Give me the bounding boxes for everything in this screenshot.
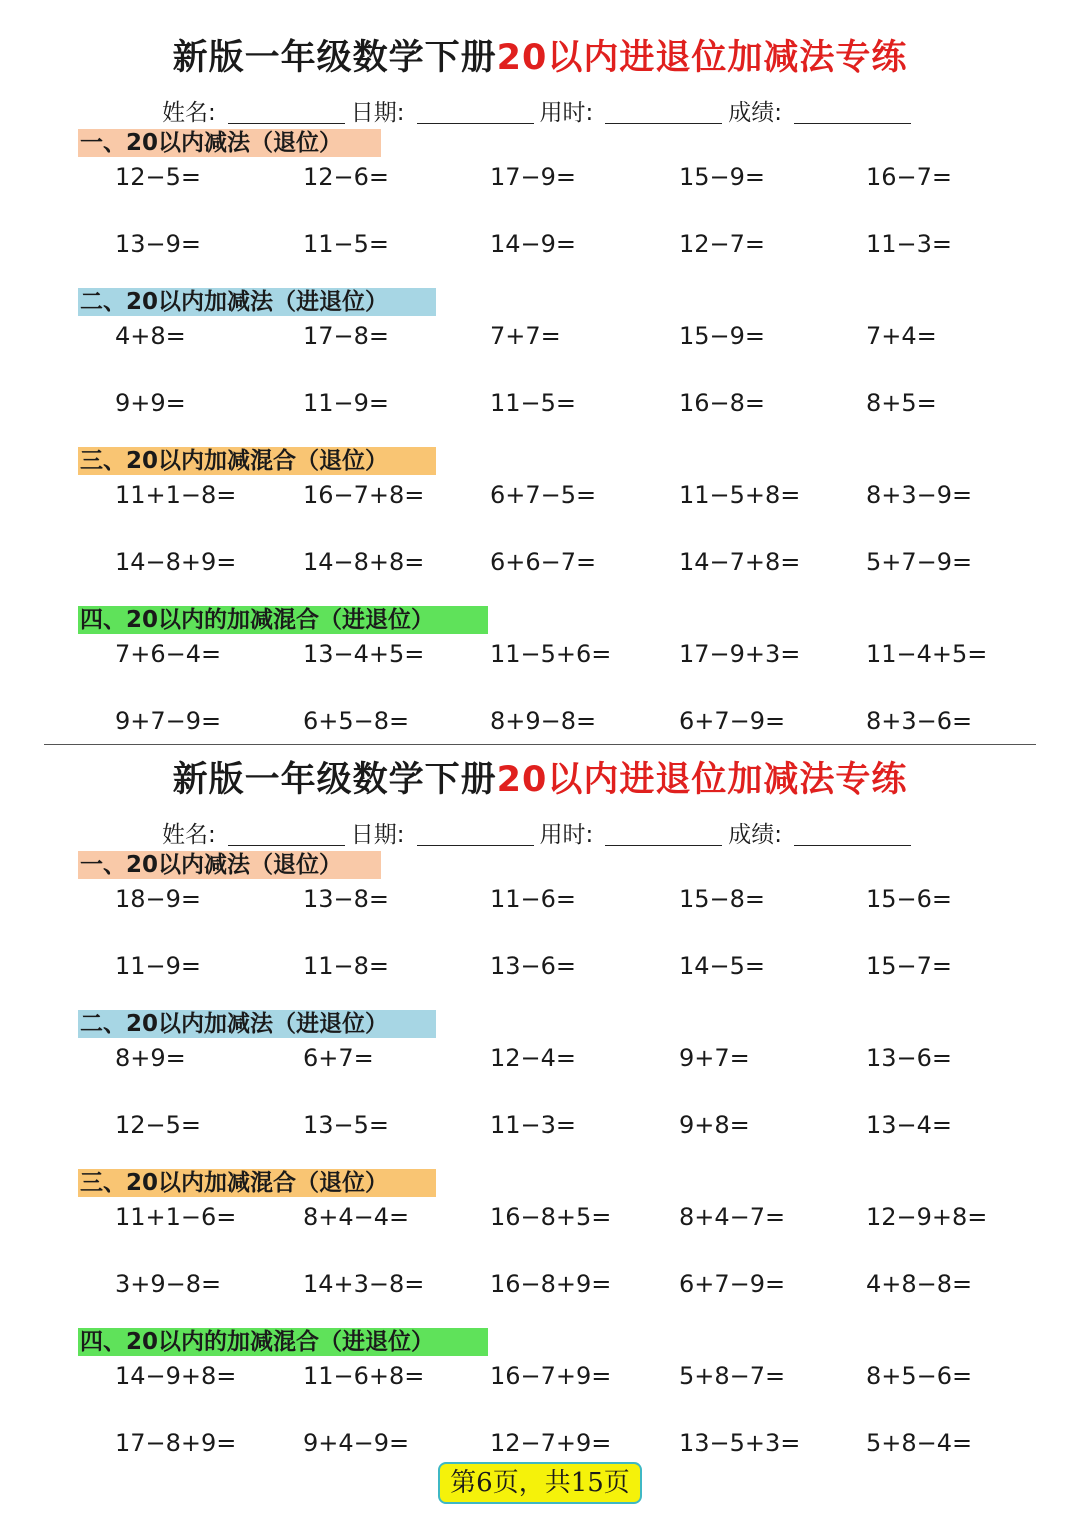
math-problem: 16−8= [679,389,766,417]
math-problem: 15−6= [866,885,953,913]
math-problem: 8+3−9= [866,481,973,509]
math-problem: 6+6−7= [490,548,597,576]
section-header: 三、20以内加减混合（退位） [78,1169,436,1197]
math-problem: 12−5= [115,1111,202,1139]
math-problem: 12−4= [490,1044,577,1072]
section-header: 四、20以内的加减混合（进退位） [78,606,488,634]
section-header: 四、20以内的加减混合（进退位） [78,1328,488,1356]
math-problem: 15−8= [679,885,766,913]
worksheet-sheet [0,722,1080,1457]
info-blank-name[interactable] [228,823,345,846]
section-header: 二、20以内加减法（进退位） [78,1010,436,1038]
math-problem: 9+8= [679,1111,750,1139]
section-header: 一、20以内减法（退位） [78,129,381,157]
math-problem: 12−5= [115,163,202,191]
math-problem: 13−8= [303,885,390,913]
math-problem: 11−9= [115,952,202,980]
math-problem: 16−8+5= [490,1203,612,1231]
math-problem: 11+1−6= [115,1203,237,1231]
section-header: 一、20以内减法（退位） [78,851,381,879]
math-problem: 15−7= [866,952,953,980]
math-problem: 8+5−6= [866,1362,973,1390]
math-problem: 17−9= [490,163,577,191]
math-problem: 4+8−8= [866,1270,973,1298]
math-problem: 11−3= [866,230,953,258]
math-problem: 13−6= [866,1044,953,1072]
info-blank-date[interactable] [417,823,534,846]
math-problem: 4+8= [115,322,186,350]
math-problem: 12−9+8= [866,1203,988,1231]
math-problem: 11−4+5= [866,640,988,668]
info-label-score: 成绩: [728,822,782,848]
math-problem: 11−5+8= [679,481,801,509]
math-problem: 7+4= [866,322,937,350]
info-label-date: 日期: [350,100,405,126]
math-problem: 11−5= [303,230,390,258]
math-problem: 16−7+8= [303,481,425,509]
info-blank-time[interactable] [605,101,722,124]
math-problem: 6+7−9= [679,1270,786,1298]
info-blank-date[interactable] [417,101,534,124]
math-problem: 14−9+8= [115,1362,237,1390]
section-header: 二、20以内加减法（进退位） [78,288,436,316]
math-problem: 7+6−4= [115,640,222,668]
math-problem: 11−3= [490,1111,577,1139]
info-blank-score[interactable] [794,101,911,124]
math-problem: 6+7−9= [679,707,786,735]
math-problem: 11+1−8= [115,481,237,509]
title-red-part: 20以内进退位加减法专练 [496,760,908,800]
math-problem: 15−9= [679,163,766,191]
math-problem: 13−9= [115,230,202,258]
math-problem: 8+9= [115,1044,186,1072]
math-problem: 8+3−6= [866,707,973,735]
math-problem: 13−5= [303,1111,390,1139]
math-problem: 9+7−9= [115,707,222,735]
info-label-name: 姓名: [162,100,216,126]
page-number-badge: 第6页，共15页 [438,1462,642,1504]
math-problem: 12−7+9= [490,1429,612,1457]
info-label-date: 日期: [350,822,405,848]
math-problem: 6+7= [303,1044,374,1072]
page-title [0,752,1080,802]
info-blank-time[interactable] [605,823,722,846]
math-problem: 14−8+9= [115,548,237,576]
math-problem: 13−5+3= [679,1429,801,1457]
student-info-row [162,816,917,849]
info-blank-score[interactable] [794,823,911,846]
math-problem: 13−6= [490,952,577,980]
math-problem: 16−8+9= [490,1270,612,1298]
info-label-score: 成绩: [728,100,782,126]
math-problem: 8+4−4= [303,1203,410,1231]
page-title [0,30,1080,80]
worksheet-sheet [0,0,1080,735]
title-black-part: 新版一年级数学下册 [172,760,497,800]
info-label-time: 用时: [539,822,594,848]
math-problem: 11−5+6= [490,640,612,668]
math-problem: 11−6+8= [303,1362,425,1390]
math-problem: 5+8−4= [866,1429,973,1457]
math-problem: 5+7−9= [866,548,973,576]
math-problem: 5+8−7= [679,1362,786,1390]
math-problem: 17−8= [303,322,390,350]
math-problem: 6+5−8= [303,707,410,735]
math-problem: 15−9= [679,322,766,350]
math-problem: 3+9−8= [115,1270,222,1298]
math-problem: 14−9= [490,230,577,258]
title-red-part: 20以内进退位加减法专练 [496,38,908,78]
math-problem: 17−8+9= [115,1429,237,1457]
math-problem: 14−5= [679,952,766,980]
info-blank-name[interactable] [228,101,345,124]
math-problem: 9+9= [115,389,186,417]
math-problem: 12−7= [679,230,766,258]
math-problem: 11−6= [490,885,577,913]
math-problem: 17−9+3= [679,640,801,668]
math-problem: 6+7−5= [490,481,597,509]
math-problem: 13−4+5= [303,640,425,668]
math-problem: 11−9= [303,389,390,417]
math-problem: 11−8= [303,952,390,980]
math-problem: 9+7= [679,1044,750,1072]
math-problem: 9+4−9= [303,1429,410,1457]
math-problem: 16−7= [866,163,953,191]
math-problem: 8+5= [866,389,937,417]
sheet-divider [44,744,1036,745]
section-header: 三、20以内加减混合（退位） [78,447,436,475]
math-problem: 12−6= [303,163,390,191]
info-label-time: 用时: [539,100,594,126]
math-problem: 14−8+8= [303,548,425,576]
title-black-part: 新版一年级数学下册 [172,38,497,78]
math-problem: 11−5= [490,389,577,417]
info-label-name: 姓名: [162,822,216,848]
math-problem: 14+3−8= [303,1270,425,1298]
math-problem: 8+4−7= [679,1203,786,1231]
math-problem: 7+7= [490,322,561,350]
student-info-row [162,94,917,127]
math-problem: 14−7+8= [679,548,801,576]
math-problem: 18−9= [115,885,202,913]
math-problem: 13−4= [866,1111,953,1139]
math-problem: 16−7+9= [490,1362,612,1390]
math-problem: 8+9−8= [490,707,597,735]
